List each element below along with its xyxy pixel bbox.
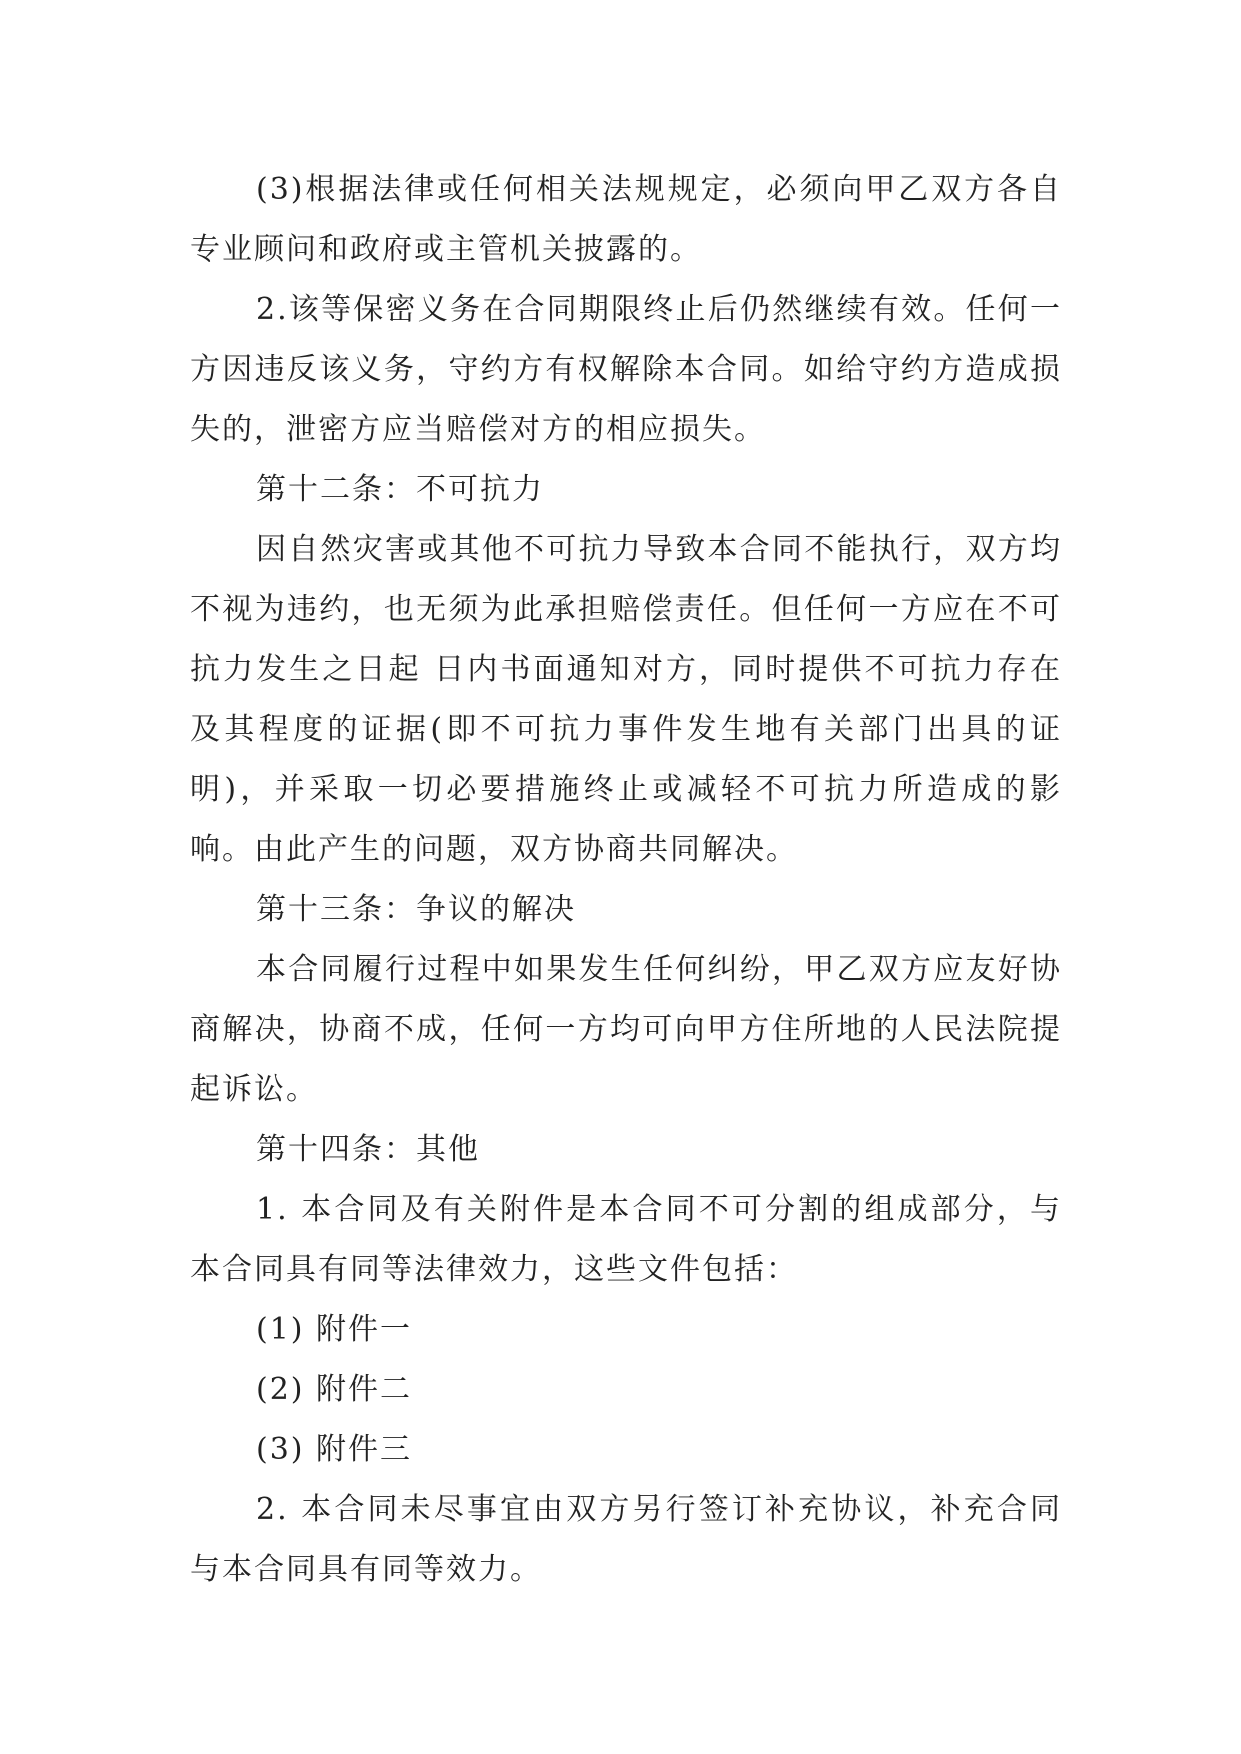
heading-article-12: 第十二条：不可抗力 [256, 472, 544, 507]
document-body [190, 160, 1062, 1600]
list-item-attachment-1: (1) 附件一 [256, 1312, 413, 1347]
heading-article-14: 第十四条：其他 [256, 1132, 480, 1167]
paragraph-disclosure-clause-3: (3)根据法律或任何相关法规规定，必须向甲乙双方各自专业顾问和政府或主管机关披露的。 [190, 172, 1062, 267]
heading-article-13: 第十三条：争议的解决 [256, 892, 576, 927]
paragraph-supplementary-agreement: 2. 本合同未尽事宜由双方另行签订补充协议，补充合同与本合同具有同等效力。 [190, 1492, 1062, 1587]
paragraph-dispute-resolution: 本合同履行过程中如果发生任何纠纷，甲乙双方应友好协商解决，协商不成，任何一方均可向甲方住所地的人民法院提起诉讼。 [190, 952, 1062, 1107]
paragraph-attachments-intro: 1. 本合同及有关附件是本合同不可分割的组成部分，与本合同具有同等法律效力，这些文件包括： [190, 1192, 1062, 1287]
list-item-attachment-2: (2) 附件二 [256, 1372, 413, 1407]
paragraph-force-majeure: 因自然灾害或其他不可抗力导致本合同不能执行，双方均不视为违约，也无须为此承担赔偿责任。但任何一方应在不可抗力发生之日起 日内书面通知对方，同时提供不可抗力存在及其程度的证据(即不可抗力事件发生地有关部门出具的证明)，并采取一切必要措施终止或减轻不可抗力所造成的影响。由此产生的问题，双方协商共同解决。 [190, 532, 1062, 867]
list-item-attachment-3: (3) 附件三 [256, 1432, 413, 1467]
paragraph-confidentiality-obligation: 2.该等保密义务在合同期限终止后仍然继续有效。任何一方因违反该义务，守约方有权解除本合同。如给守约方造成损失的，泄密方应当赔偿对方的相应损失。 [190, 292, 1062, 447]
